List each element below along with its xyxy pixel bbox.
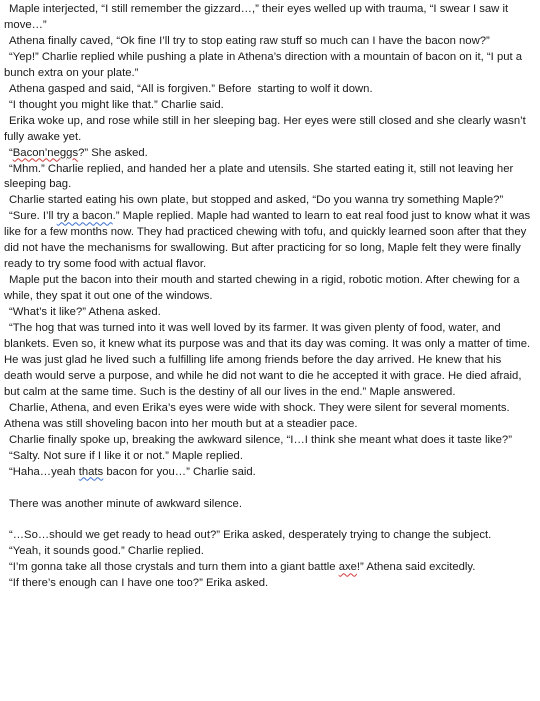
paragraph-text: “Yep!” Charlie replied while pushing a plate in Athena’s direction with a mountain of bacon on it, “I put a bunch extra on your plate.” [4, 50, 526, 79]
paragraph-text: Maple put the bacon into their mouth and started chewing in a rigid, robotic motion. After chewing for a while, they spat it out one of the windows. [4, 274, 523, 303]
paragraph [4, 497, 532, 513]
paragraph-text: !” Athena said excitedly. [356, 561, 476, 574]
paragraph-text: Charlie, Athena, and even Erika’s eyes were wide with shock. They were silent for several moments. Athena was still shoveling bacon into her mouth but at a steadier pace. [4, 401, 513, 430]
paragraph [4, 209, 532, 273]
paragraph-text: Athena finally caved, “Ok fine I’ll try to stop eating raw stuff so much can I have the bacon now?” [9, 34, 490, 47]
paragraph [4, 528, 532, 544]
paragraph-text: There was another minute of awkward silence. [9, 497, 242, 510]
paragraph [4, 449, 532, 465]
blank-line [4, 512, 532, 528]
paragraph [4, 34, 532, 50]
paragraph [4, 98, 532, 114]
blank-line [4, 481, 532, 497]
paragraph-text: “…So…should we get ready to head out?” Erika asked, desperately trying to change the subject. [9, 529, 492, 542]
spelling-flagged-word[interactable]: axe [338, 561, 357, 574]
paragraph-text: bacon for you…” Charlie said. [103, 465, 256, 478]
paragraph-text: “I’m gonna take all those crystals and turn them into a giant battle [9, 561, 339, 574]
paragraph [4, 193, 532, 209]
paragraph-text: “Yeah, it sounds good.” Charlie replied. [9, 545, 204, 558]
paragraph-text: “ [9, 146, 13, 159]
paragraph [4, 82, 532, 98]
paragraph-text: Erika woke up, and rose while still in her sleeping bag. Her eyes were still closed and she clearly wasn’t fully awake yet. [4, 114, 529, 143]
spelling-flagged-word[interactable]: Bacon’neggs [12, 146, 79, 159]
paragraph-text: Athena gasped and said, “All is forgiven.” Before starting to wolf it down. [9, 82, 373, 95]
paragraph [4, 560, 532, 576]
grammar-flagged-word[interactable]: thats [78, 465, 104, 478]
paragraph [4, 321, 532, 401]
paragraph [4, 544, 532, 560]
paragraph-text: “Salty. Not sure if I like it or not.” Maple replied. [9, 449, 243, 462]
paragraph [4, 305, 532, 321]
document-page[interactable] [4, 2, 532, 592]
paragraph-text: .” Maple replied. Maple had wanted to learn to eat real food just to know what it was like for a few months now. They had practiced chewing with tofu, and quickly learned soon after that they did not have the mechanisms for swallowing. But after practicing for so long, Maple felt they were finally ready to try some food with actual flavor. [4, 210, 534, 271]
paragraph-text: Maple interjected, “I still remember the gizzard…,” their eyes welled up with trauma, “I swear I saw it move…” [4, 3, 512, 31]
paragraph [4, 433, 532, 449]
paragraph [4, 273, 532, 305]
paragraph-text: “Sure. I’ll [9, 210, 57, 223]
paragraph-text: “Haha…yeah [9, 465, 79, 478]
paragraph-text: “I thought you might like that.” Charlie said. [9, 98, 224, 111]
paragraph [4, 465, 532, 481]
paragraph-text: “If there’s enough can I have one too?” Erika asked. [9, 577, 269, 590]
paragraph-text: “The hog that was turned into it was well loved by its farmer. It was given plenty of food, water, and blankets. Even so, it knew what its purpose was and that its day was coming. It was only a matter of time. He was just glad he lived such a fulfilling life among friends before the day arrived. He knew that his death would serve a purpose, and while he did not want to die he accepted it with grace. He died afraid, but calm at the same time. Such is the destiny of all our lives in the end.” Maple answered. [4, 322, 534, 398]
paragraph-text: Charlie finally spoke up, breaking the awkward silence, “I…I think she meant what does it taste like?” [9, 433, 512, 446]
paragraph [4, 401, 532, 433]
paragraph-text: Charlie started eating his own plate, but stopped and asked, “Do you wanna try something Maple?” [9, 194, 504, 207]
paragraph-text: ?” She asked. [78, 146, 148, 159]
paragraph [4, 2, 532, 34]
paragraph-text: “What’s it like?” Athena asked. [9, 306, 161, 319]
paragraph [4, 162, 532, 194]
paragraph [4, 146, 532, 162]
grammar-flagged-phrase[interactable]: try a bacon [56, 210, 113, 223]
paragraph-text: “Mhm.” Charlie replied, and handed her a plate and utensils. She started eating it, still not leaving her sleeping bag. [4, 162, 517, 191]
paragraph [4, 50, 532, 82]
paragraph [4, 114, 532, 146]
paragraph [4, 576, 532, 592]
